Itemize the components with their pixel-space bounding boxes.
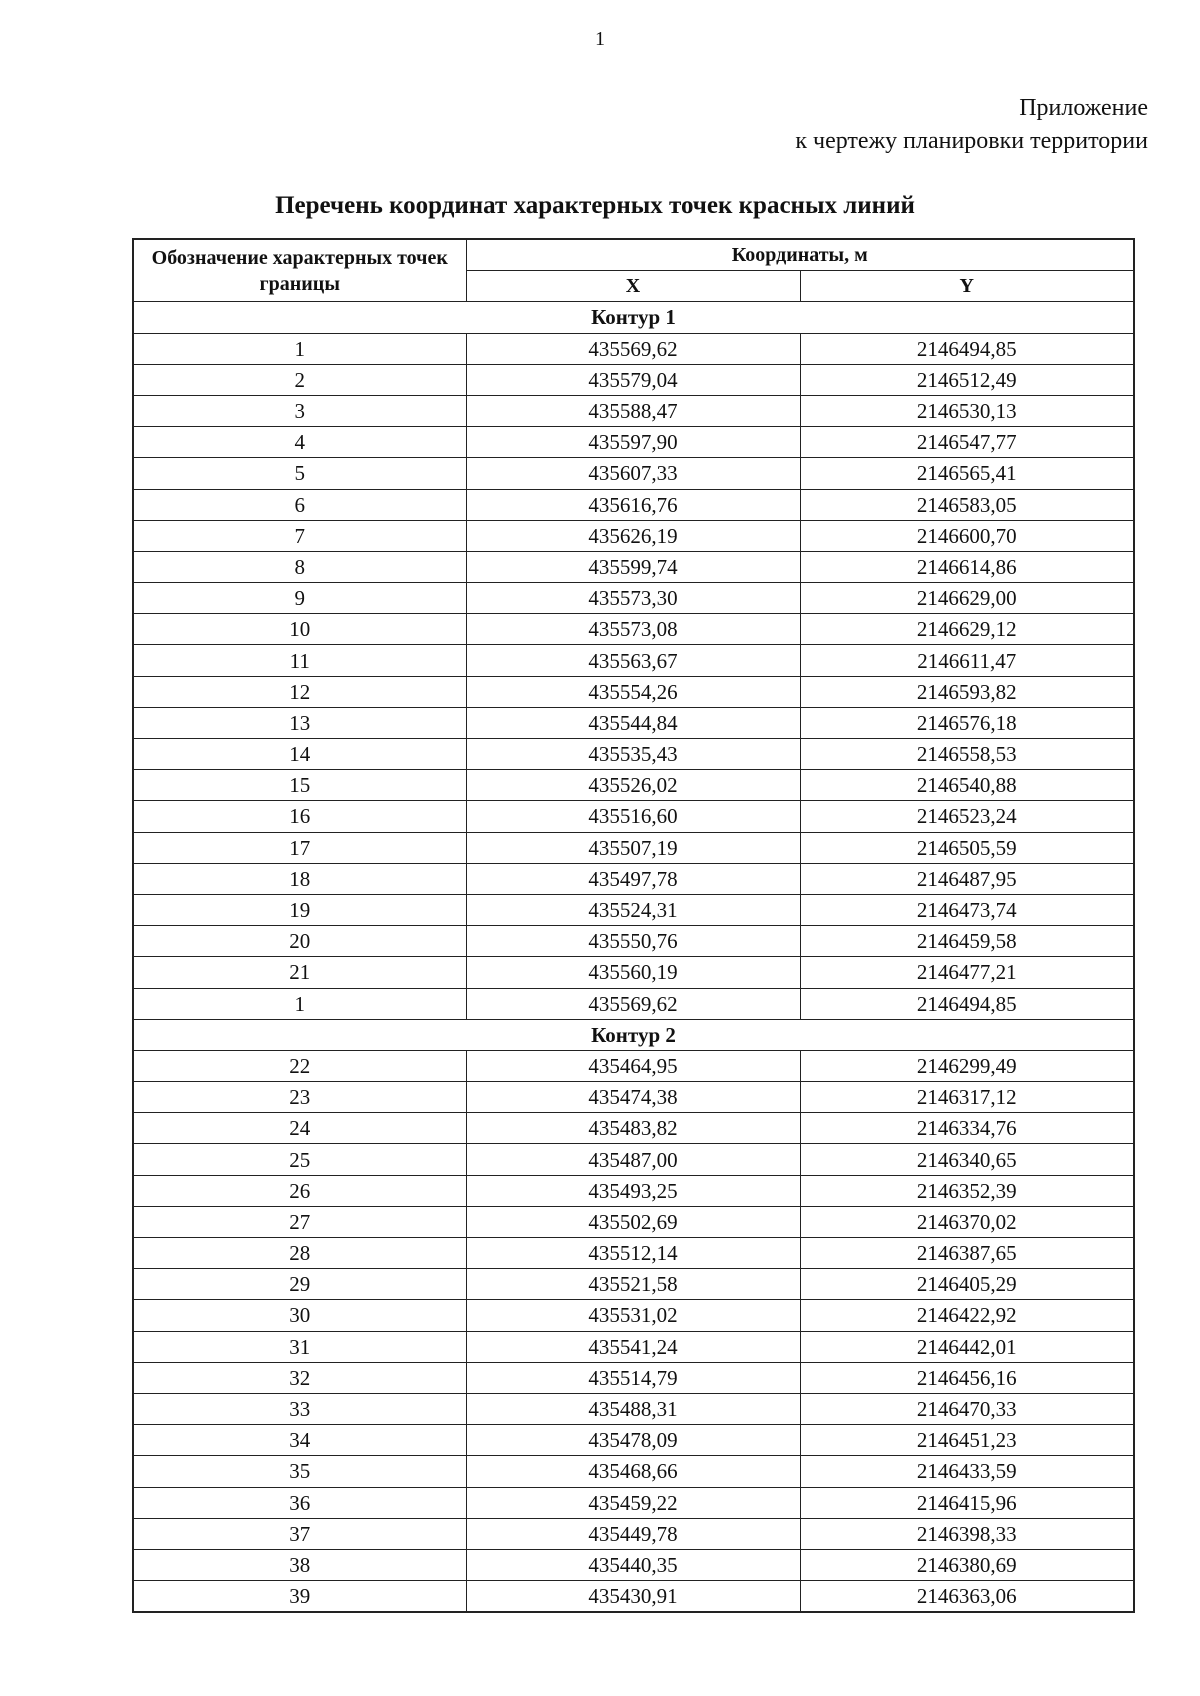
cell-y: 2146442,01 <box>800 1331 1134 1362</box>
cell-x: 435474,38 <box>466 1082 800 1113</box>
cell-x: 435512,14 <box>466 1238 800 1269</box>
cell-point: 38 <box>133 1549 466 1580</box>
table-row <box>133 395 1134 426</box>
cell-point: 30 <box>133 1300 466 1331</box>
cell-point: 1 <box>133 333 466 364</box>
coordinates-table <box>132 238 1135 1613</box>
contour-row <box>133 302 1134 333</box>
cell-x: 435483,82 <box>466 1113 800 1144</box>
cell-point: 4 <box>133 427 466 458</box>
cell-x: 435502,69 <box>466 1206 800 1237</box>
cell-y: 2146558,53 <box>800 739 1134 770</box>
table-row <box>133 988 1134 1019</box>
cell-point: 7 <box>133 520 466 551</box>
cell-point: 34 <box>133 1425 466 1456</box>
table-row <box>133 614 1134 645</box>
table-row <box>133 1393 1134 1424</box>
cell-point: 39 <box>133 1581 466 1613</box>
cell-y: 2146459,58 <box>800 926 1134 957</box>
cell-x: 435569,62 <box>466 333 800 364</box>
table-row <box>133 894 1134 925</box>
cell-point: 6 <box>133 489 466 520</box>
cell-x: 435497,78 <box>466 863 800 894</box>
cell-y: 2146576,18 <box>800 707 1134 738</box>
cell-y: 2146398,33 <box>800 1518 1134 1549</box>
table-row <box>133 1518 1134 1549</box>
document-title: Перечень координат характерных точек красных линий <box>275 192 915 219</box>
cell-x: 435607,33 <box>466 458 800 489</box>
table-row <box>133 1487 1134 1518</box>
cell-point: 5 <box>133 458 466 489</box>
table-row <box>133 1549 1134 1580</box>
cell-x: 435560,19 <box>466 957 800 988</box>
cell-point: 24 <box>133 1113 466 1144</box>
cell-x: 435541,24 <box>466 1331 800 1362</box>
table-row <box>133 707 1134 738</box>
table-row <box>133 1456 1134 1487</box>
appendix-line-1: Приложение <box>1019 95 1148 121</box>
cell-y: 2146600,70 <box>800 520 1134 551</box>
cell-point: 20 <box>133 926 466 957</box>
table-row <box>133 1331 1134 1362</box>
cell-point: 8 <box>133 551 466 582</box>
cell-y: 2146477,21 <box>800 957 1134 988</box>
header-x: X <box>466 271 800 302</box>
cell-x: 435468,66 <box>466 1456 800 1487</box>
cell-x: 435507,19 <box>466 832 800 863</box>
cell-point: 1 <box>133 988 466 1019</box>
table-row <box>133 333 1134 364</box>
cell-y: 2146334,76 <box>800 1113 1134 1144</box>
cell-y: 2146317,12 <box>800 1082 1134 1113</box>
table-row <box>133 801 1134 832</box>
cell-point: 13 <box>133 707 466 738</box>
table-row <box>133 458 1134 489</box>
cell-point: 36 <box>133 1487 466 1518</box>
cell-y: 2146629,00 <box>800 583 1134 614</box>
cell-point: 21 <box>133 957 466 988</box>
cell-point: 26 <box>133 1175 466 1206</box>
table-row <box>133 1050 1134 1081</box>
cell-point: 37 <box>133 1518 466 1549</box>
cell-y: 2146547,77 <box>800 427 1134 458</box>
cell-point: 35 <box>133 1456 466 1487</box>
cell-y: 2146340,65 <box>800 1144 1134 1175</box>
table-row <box>133 676 1134 707</box>
cell-y: 2146565,41 <box>800 458 1134 489</box>
table-row <box>133 489 1134 520</box>
table-row <box>133 770 1134 801</box>
cell-y: 2146629,12 <box>800 614 1134 645</box>
cell-y: 2146611,47 <box>800 645 1134 676</box>
cell-x: 435487,00 <box>466 1144 800 1175</box>
cell-x: 435573,08 <box>466 614 800 645</box>
cell-x: 435526,02 <box>466 770 800 801</box>
cell-y: 2146505,59 <box>800 832 1134 863</box>
cell-x: 435449,78 <box>466 1518 800 1549</box>
cell-y: 2146593,82 <box>800 676 1134 707</box>
cell-x: 435516,60 <box>466 801 800 832</box>
cell-point: 29 <box>133 1269 466 1300</box>
cell-x: 435535,43 <box>466 739 800 770</box>
header-point-designation: Обозначение характерных точек границы <box>133 239 466 302</box>
cell-x: 435493,25 <box>466 1175 800 1206</box>
table-row <box>133 1238 1134 1269</box>
appendix-line-2: к чертежу планировки территории <box>795 128 1148 154</box>
table-row <box>133 863 1134 894</box>
cell-point: 17 <box>133 832 466 863</box>
cell-y: 2146530,13 <box>800 395 1134 426</box>
cell-y: 2146487,95 <box>800 863 1134 894</box>
cell-x: 435478,09 <box>466 1425 800 1456</box>
cell-y: 2146540,88 <box>800 770 1134 801</box>
cell-point: 19 <box>133 894 466 925</box>
cell-y: 2146523,24 <box>800 801 1134 832</box>
table-row <box>133 1175 1134 1206</box>
cell-y: 2146363,06 <box>800 1581 1134 1613</box>
cell-y: 2146614,86 <box>800 551 1134 582</box>
cell-x: 435550,76 <box>466 926 800 957</box>
cell-point: 23 <box>133 1082 466 1113</box>
cell-point: 27 <box>133 1206 466 1237</box>
cell-point: 18 <box>133 863 466 894</box>
cell-point: 2 <box>133 364 466 395</box>
table-row <box>133 645 1134 676</box>
header-y: Y <box>800 271 1134 302</box>
page-number: 1 <box>595 28 605 50</box>
table-row <box>133 832 1134 863</box>
cell-y: 2146387,65 <box>800 1238 1134 1269</box>
cell-point: 32 <box>133 1362 466 1393</box>
cell-x: 435544,84 <box>466 707 800 738</box>
cell-x: 435459,22 <box>466 1487 800 1518</box>
cell-y: 2146405,29 <box>800 1269 1134 1300</box>
cell-point: 10 <box>133 614 466 645</box>
header-coordinates: Координаты, м <box>466 239 1134 271</box>
table-row <box>133 739 1134 770</box>
cell-point: 11 <box>133 645 466 676</box>
cell-y: 2146494,85 <box>800 333 1134 364</box>
cell-point: 33 <box>133 1393 466 1424</box>
cell-y: 2146494,85 <box>800 988 1134 1019</box>
cell-x: 435616,76 <box>466 489 800 520</box>
cell-x: 435573,30 <box>466 583 800 614</box>
cell-y: 2146456,16 <box>800 1362 1134 1393</box>
cell-y: 2146415,96 <box>800 1487 1134 1518</box>
table-row <box>133 957 1134 988</box>
cell-x: 435597,90 <box>466 427 800 458</box>
cell-point: 25 <box>133 1144 466 1175</box>
cell-point: 28 <box>133 1238 466 1269</box>
table-row <box>133 427 1134 458</box>
table-row <box>133 364 1134 395</box>
table-row <box>133 1269 1134 1300</box>
cell-x: 435579,04 <box>466 364 800 395</box>
table-row <box>133 1581 1134 1613</box>
cell-y: 2146451,23 <box>800 1425 1134 1456</box>
cell-y: 2146583,05 <box>800 489 1134 520</box>
table-row <box>133 1144 1134 1175</box>
cell-point: 22 <box>133 1050 466 1081</box>
contour-label: Контур 1 <box>133 302 1134 333</box>
cell-y: 2146299,49 <box>800 1050 1134 1081</box>
table-row <box>133 1113 1134 1144</box>
cell-point: 3 <box>133 395 466 426</box>
table-row <box>133 1362 1134 1393</box>
cell-point: 16 <box>133 801 466 832</box>
cell-y: 2146370,02 <box>800 1206 1134 1237</box>
contour-label: Контур 2 <box>133 1019 1134 1050</box>
cell-y: 2146422,92 <box>800 1300 1134 1331</box>
table-row <box>133 1206 1134 1237</box>
cell-point: 9 <box>133 583 466 614</box>
cell-y: 2146352,39 <box>800 1175 1134 1206</box>
table-row <box>133 1425 1134 1456</box>
cell-point: 15 <box>133 770 466 801</box>
cell-x: 435488,31 <box>466 1393 800 1424</box>
table-row <box>133 1300 1134 1331</box>
cell-point: 31 <box>133 1331 466 1362</box>
cell-x: 435531,02 <box>466 1300 800 1331</box>
cell-x: 435588,47 <box>466 395 800 426</box>
cell-x: 435521,58 <box>466 1269 800 1300</box>
table-row <box>133 520 1134 551</box>
table-body <box>133 302 1134 1612</box>
cell-x: 435563,67 <box>466 645 800 676</box>
table-row <box>133 551 1134 582</box>
cell-y: 2146433,59 <box>800 1456 1134 1487</box>
cell-x: 435524,31 <box>466 894 800 925</box>
cell-point: 14 <box>133 739 466 770</box>
table-row <box>133 926 1134 957</box>
cell-x: 435626,19 <box>466 520 800 551</box>
cell-y: 2146473,74 <box>800 894 1134 925</box>
contour-row <box>133 1019 1134 1050</box>
appendix-caption <box>795 92 1148 158</box>
table-row <box>133 583 1134 614</box>
cell-x: 435464,95 <box>466 1050 800 1081</box>
cell-x: 435440,35 <box>466 1549 800 1580</box>
cell-x: 435569,62 <box>466 988 800 1019</box>
cell-y: 2146512,49 <box>800 364 1134 395</box>
cell-x: 435430,91 <box>466 1581 800 1613</box>
cell-x: 435554,26 <box>466 676 800 707</box>
cell-x: 435599,74 <box>466 551 800 582</box>
cell-y: 2146380,69 <box>800 1549 1134 1580</box>
cell-point: 12 <box>133 676 466 707</box>
cell-x: 435514,79 <box>466 1362 800 1393</box>
cell-y: 2146470,33 <box>800 1393 1134 1424</box>
table-row <box>133 1082 1134 1113</box>
